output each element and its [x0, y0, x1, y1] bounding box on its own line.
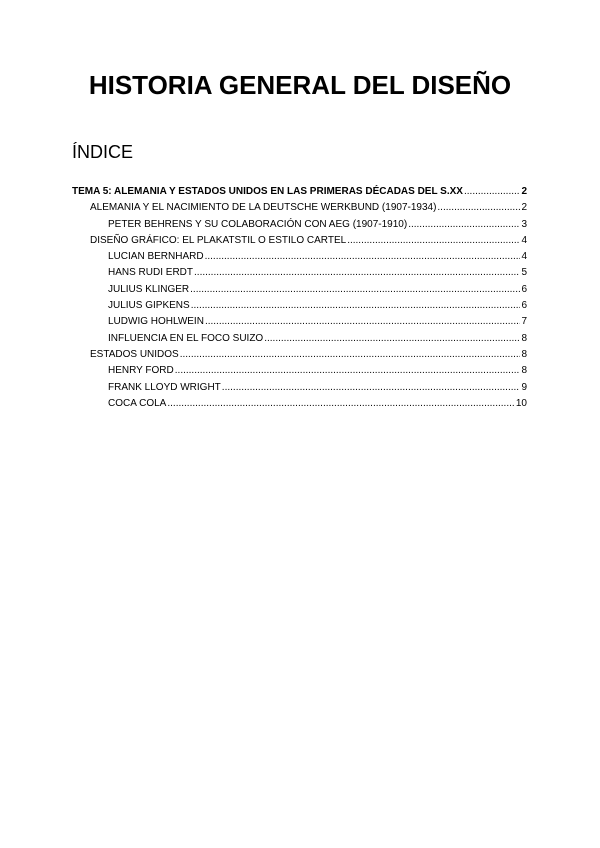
toc-entry-title: INFLUENCIA EN EL FOCO SUIZO — [108, 332, 264, 344]
toc-entry-page: 8 — [521, 365, 527, 377]
toc-entry-page: 4 — [521, 234, 527, 246]
toc-entry-page: 8 — [521, 332, 527, 344]
toc-entry[interactable] — [72, 186, 527, 202]
toc-entry-leader — [190, 284, 520, 295]
toc-entry-leader — [194, 267, 520, 278]
toc-entry-leader — [437, 202, 520, 213]
toc-entry-title: DISEÑO GRÁFICO: EL PLAKATSTIL O ESTILO CARTEL — [90, 234, 347, 246]
toc-entry[interactable] — [72, 316, 527, 332]
toc-entry-title: COCA COLA — [108, 397, 167, 409]
index-heading: ÍNDICE — [72, 142, 134, 162]
toc-entry-title: HENRY FORD — [108, 365, 174, 377]
toc-entry-page: 9 — [521, 381, 527, 393]
toc-entry-title: PETER BEHRENS Y SU COLABORACIÓN CON AEG (1907-1910) — [108, 218, 408, 230]
toc-entry-title: JULIUS GIPKENS — [108, 300, 190, 312]
toc-entry[interactable] — [72, 235, 527, 251]
toc-entry-title: ESTADOS UNIDOS — [90, 348, 179, 360]
toc-entry[interactable] — [72, 251, 527, 267]
toc-entry-leader — [264, 333, 520, 344]
toc-entry-page: 7 — [521, 316, 527, 328]
toc-entry-leader — [347, 235, 520, 246]
toc-entry[interactable] — [72, 333, 527, 349]
toc-entry-leader — [464, 186, 520, 197]
toc-entry-title: LUDWIG HOHLWEIN — [108, 316, 204, 328]
toc-entry-page: 5 — [521, 267, 527, 279]
toc-entry-leader — [191, 300, 521, 311]
toc-entry-leader — [205, 316, 521, 327]
toc-entry[interactable] — [72, 219, 527, 235]
toc-entry[interactable] — [72, 349, 527, 365]
toc-entry-page: 3 — [521, 218, 527, 230]
toc-entry-leader — [175, 365, 521, 376]
toc-entry-title: LUCIAN BERNHARD — [108, 251, 204, 263]
toc-entry-leader — [180, 349, 521, 360]
toc-entry-leader — [222, 382, 521, 393]
toc-entry[interactable] — [72, 382, 527, 398]
toc-entry-title: HANS RUDI ERDT — [108, 267, 194, 279]
toc-entry-page: 2 — [521, 186, 527, 197]
toc-entry-title: TEMA 5: ALEMANIA Y ESTADOS UNIDOS EN LAS PRIMERAS DÉCADAS DEL S.XX — [72, 186, 463, 197]
toc-entry[interactable] — [72, 300, 527, 316]
toc-entry-title: ALEMANIA Y EL NACIMIENTO DE LA DEUTSCHE WERKBUND (1907-1934) — [90, 202, 437, 214]
document-title: HISTORIA GENERAL DEL DISEÑO — [88, 70, 512, 100]
table-of-contents — [72, 186, 527, 414]
toc-entry-page: 6 — [521, 300, 527, 312]
toc-entry-leader — [167, 398, 515, 409]
toc-entry[interactable] — [72, 365, 527, 381]
toc-entry[interactable] — [72, 267, 527, 283]
toc-entry-leader — [205, 251, 521, 262]
toc-entry-page: 4 — [521, 251, 527, 263]
toc-entry-title: JULIUS KLINGER — [108, 283, 190, 295]
toc-entry-page: 10 — [515, 397, 527, 409]
toc-entry-page: 2 — [521, 202, 527, 214]
toc-entry-leader — [408, 219, 520, 230]
toc-entry[interactable] — [72, 398, 527, 414]
toc-entry[interactable] — [72, 284, 527, 300]
toc-entry[interactable] — [72, 202, 527, 218]
toc-entry-page: 8 — [521, 348, 527, 360]
toc-entry-title: FRANK LLOYD WRIGHT — [108, 381, 221, 393]
toc-entry-page: 6 — [521, 283, 527, 295]
